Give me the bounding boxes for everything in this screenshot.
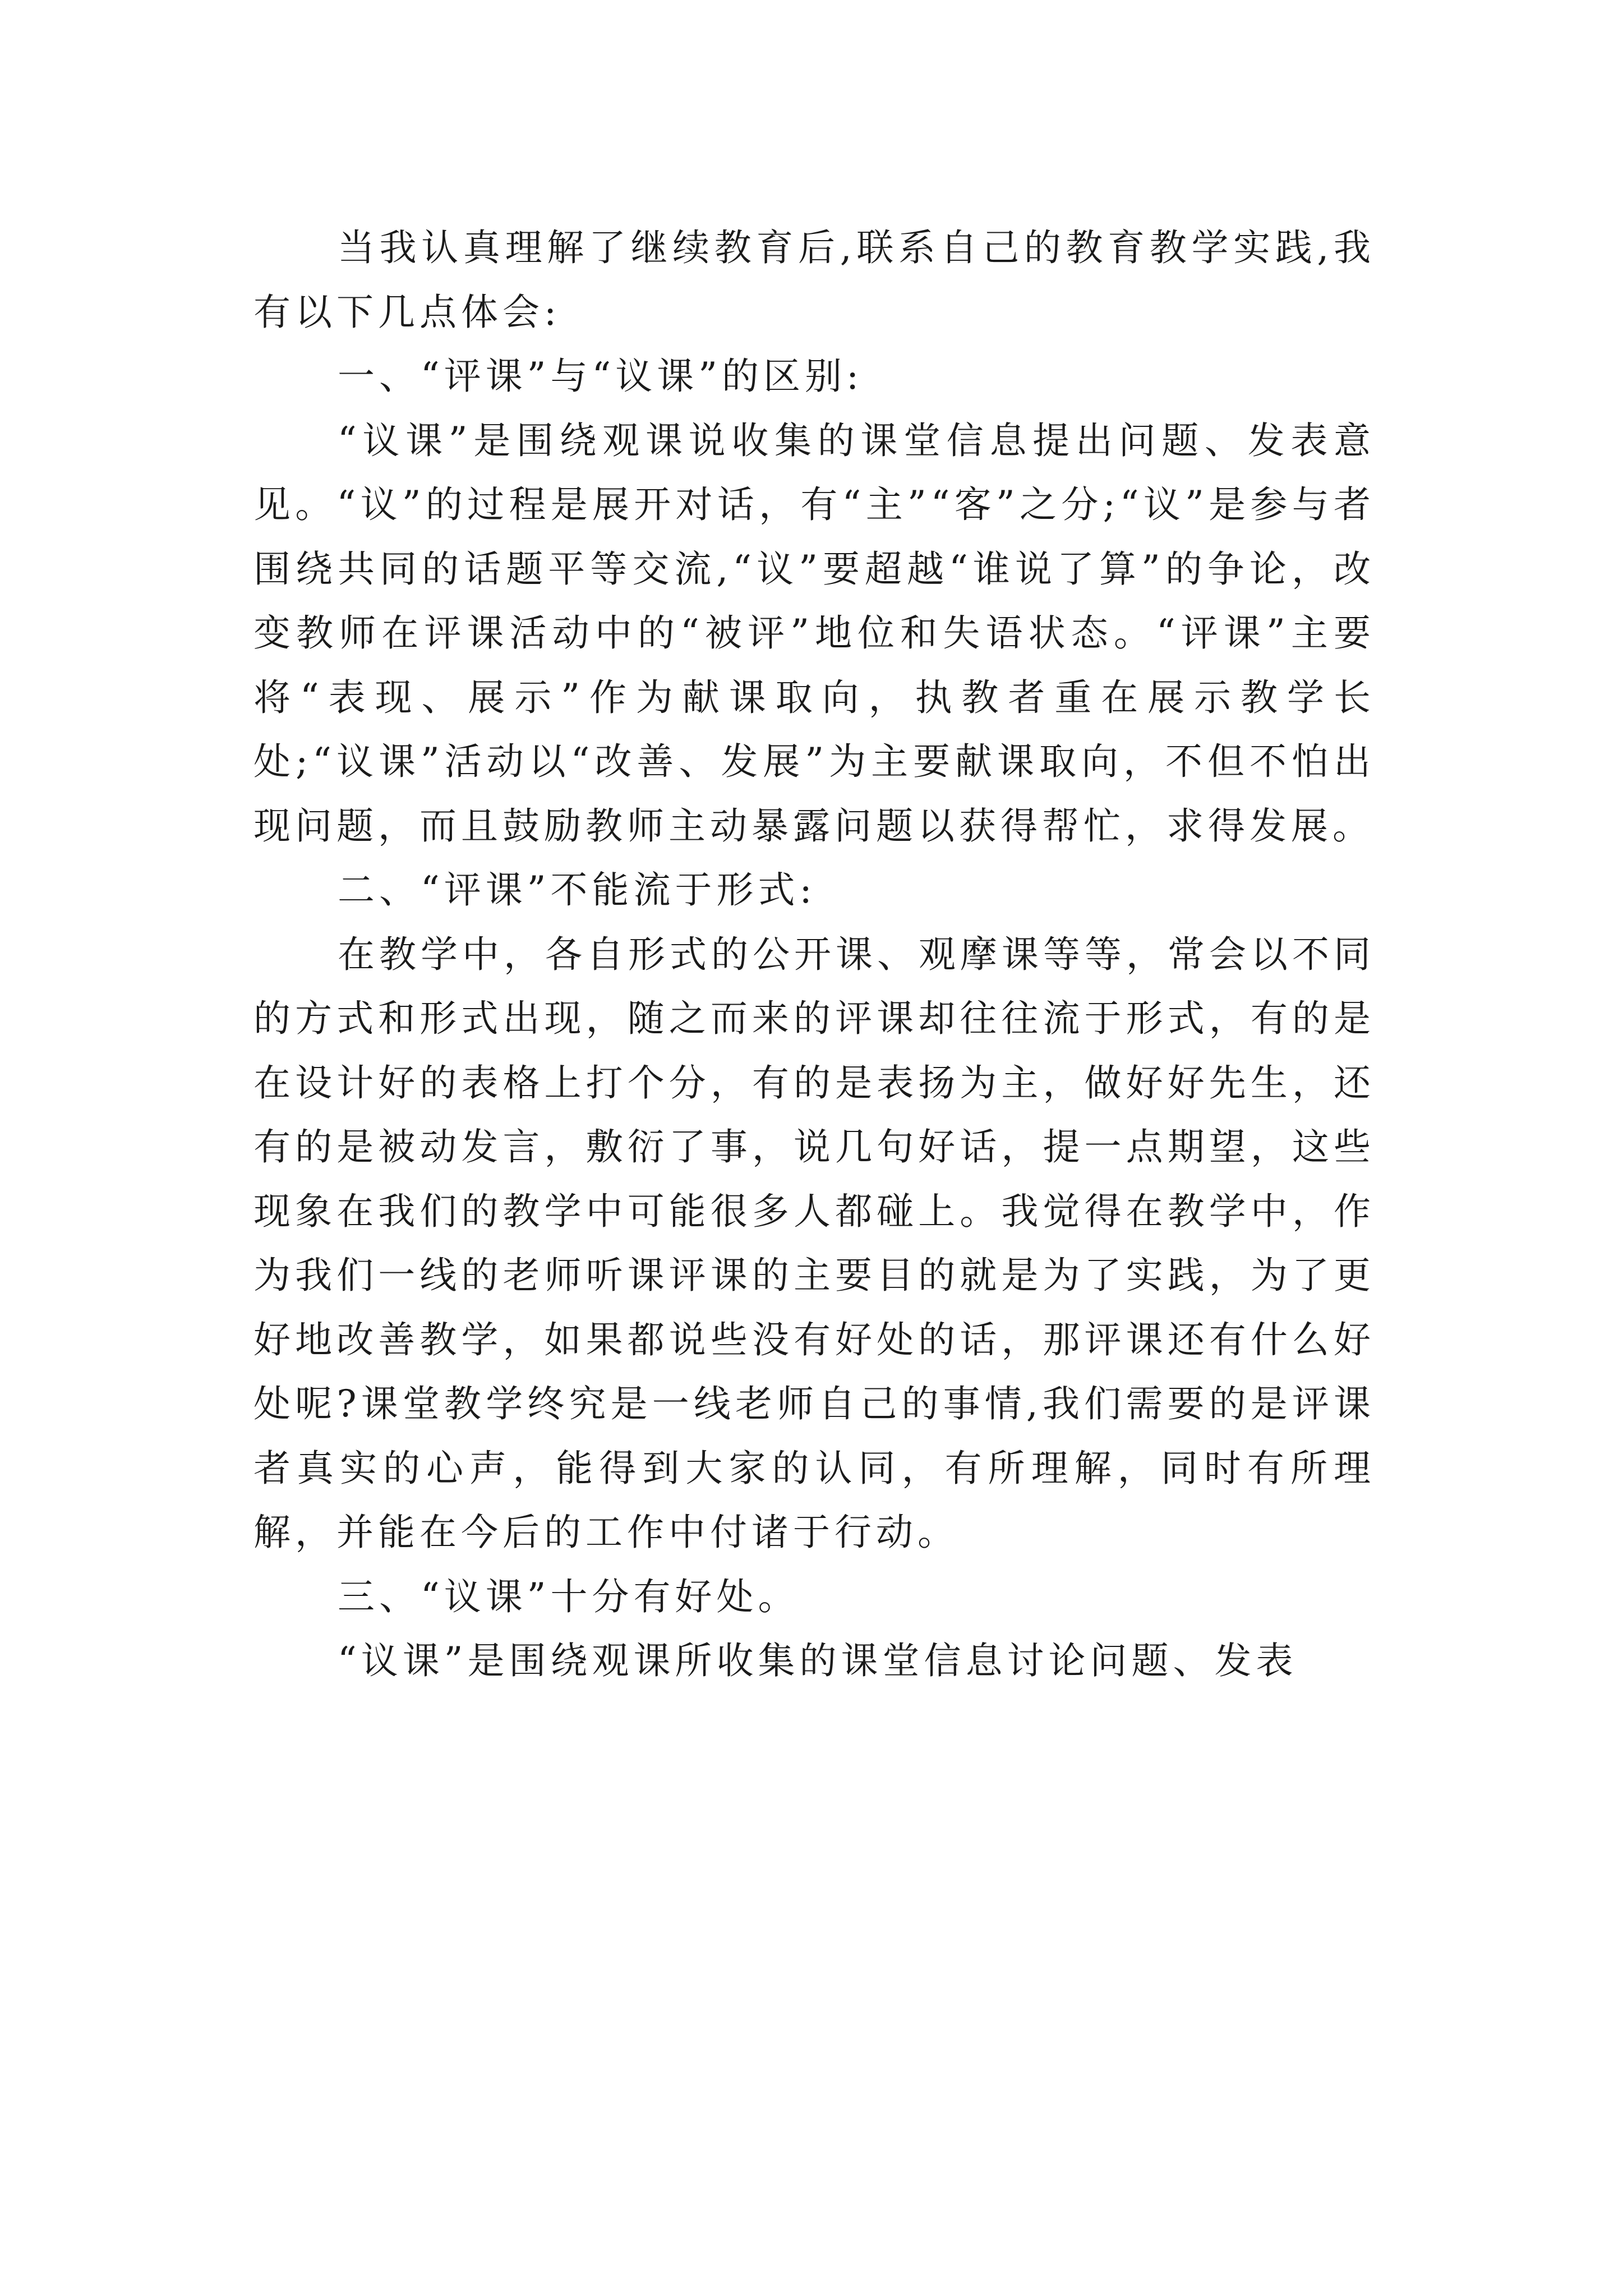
paragraph-section-1: “议课”是围绕观课说收集的课堂信息提出问题、发表意见。“议”的过程是展开对话，有“主”“客”之分;“议”是参与者围绕共同的话题平等交流,“议”要超越“谁说了算”的争论，改变教师在评课活动中的“被评”地位和失语状态。“评课”主要将“表现、展示”作为献课取向，执教者重在展示教学长处;“议课”活动以“改善、发展”为主要献课取向，不但不怕出现问题，而且鼓励教师主动暴露问题以获得帮忙，求得发展。 — [253, 418, 1375, 848]
section-heading-1: 一、“评课”与“议课”的区别: — [338, 355, 864, 398]
section-heading-2: 二、“评课”不能流于形式: — [338, 868, 817, 912]
paragraph-section-2: 在教学中，各自形式的公开课、观摩课等等，常会以不同的方式和形式出现，随之而来的评课却往往流于形式，有的是在设计好的表格上打个分，有的是表扬为主，做好好先生，还有的是被动发言，敷衍了事，说几句好话，提一点期望，这些现象在我们的教学中可能很多人都碰上。我觉得在教学中，作为我们一线的老师听课评课的主要目的就是为了实践，为了更好地改善教学，如果都说些没有好处的话，那评课还有什么好处呢?课堂教学终究是一线老师自己的事情,我们需要的是评课者真实的心声，能得到大家的认同，有所理解，同时有所理解，并能在今后的工作中付诸于行动。 — [253, 932, 1375, 1554]
paragraph-intro: 当我认真理解了继续教育后,联系自己的教育教学实践,我有以下几点体会: — [253, 226, 1375, 334]
section-heading-3: 三、“议课”十分有好处。 — [338, 1575, 800, 1618]
document-body — [253, 216, 1375, 1694]
paragraph-section-3: “议课”是围绕观课所收集的课堂信息讨论问题、发表 — [338, 1639, 1298, 1682]
